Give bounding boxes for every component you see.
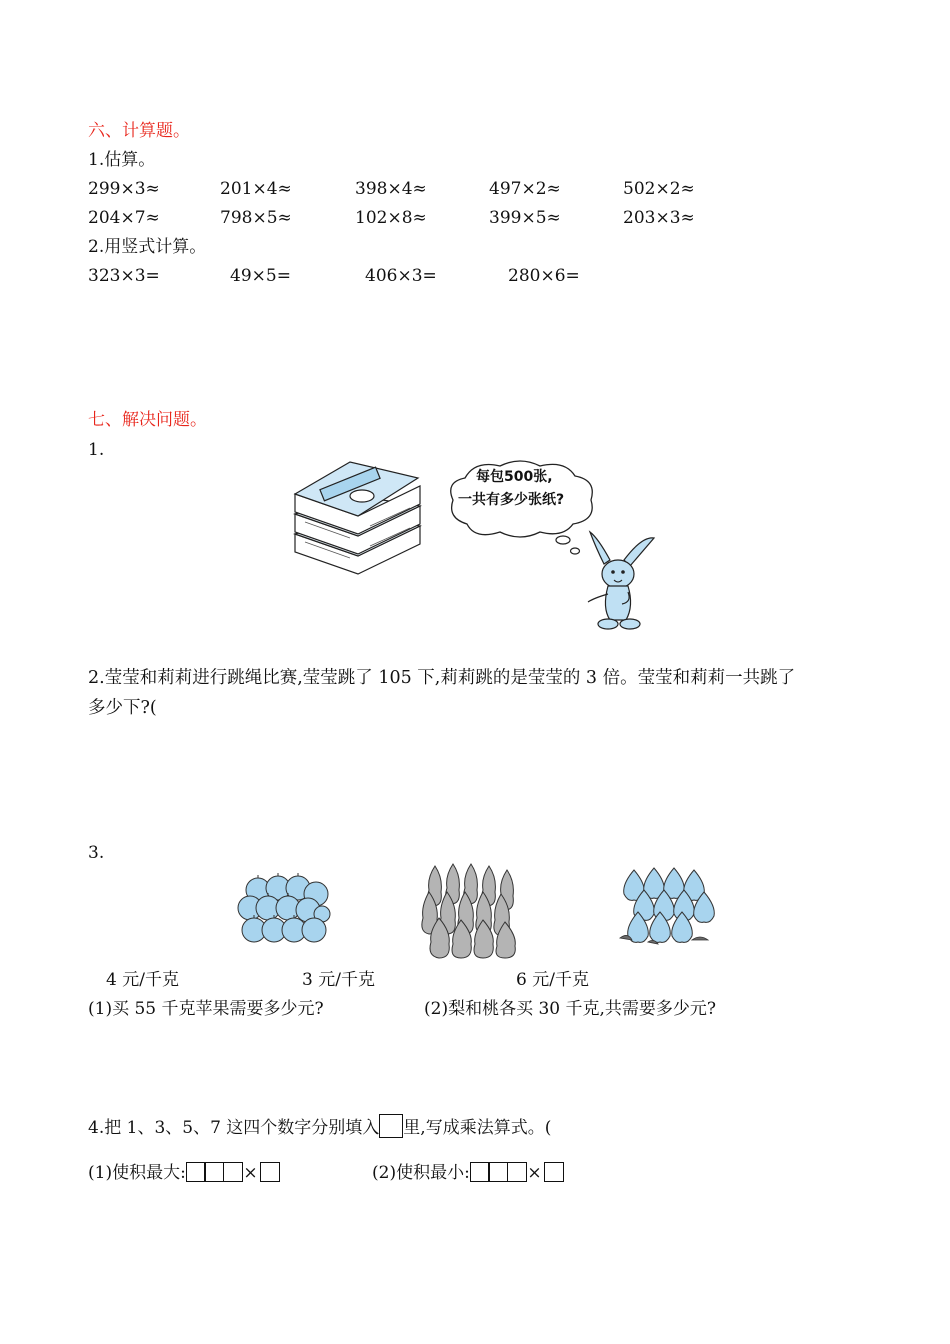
vertical-calc-item: 323×3= xyxy=(88,266,160,286)
estimate-item: 204×7≈ xyxy=(88,208,160,228)
section6-title: 六、计算题。 xyxy=(88,121,190,141)
problem4-q1 xyxy=(88,1162,280,1183)
pears-image xyxy=(417,862,527,960)
estimate-item: 203×3≈ xyxy=(623,208,695,228)
peaches-image xyxy=(618,866,718,948)
problem3-question1: (1)买 55 千克苹果需要多少元? xyxy=(88,999,324,1019)
digit-box[interactable] xyxy=(260,1162,280,1182)
min-product-boxes xyxy=(470,1162,526,1182)
estimate-item: 798×5≈ xyxy=(220,208,292,228)
problem4-text-a: 4.把 1、3、5、7 这四个数字分别填入 xyxy=(88,1118,380,1138)
digit-box[interactable] xyxy=(223,1162,243,1182)
estimate-item: 299×3≈ xyxy=(88,179,160,199)
paper-packages-image xyxy=(290,456,425,584)
digit-box[interactable] xyxy=(204,1162,224,1182)
bubble-line-1: 每包500张, xyxy=(476,469,553,485)
vertical-calc-item: 406×3= xyxy=(365,266,437,286)
apples-image xyxy=(236,872,331,947)
peach-price: 6 元/千克 xyxy=(516,970,589,990)
max-product-boxes xyxy=(186,1162,242,1182)
problem4-text-b: 里,写成乘法算式。( xyxy=(403,1118,552,1138)
rabbit-image xyxy=(580,530,660,635)
pear-price: 3 元/千克 xyxy=(302,970,375,990)
problem3-question2: (2)梨和桃各买 30 千克,共需要多少元? xyxy=(424,999,717,1019)
estimate-item: 102×8≈ xyxy=(355,208,427,228)
problem1-label: 1. xyxy=(88,440,105,460)
problem4-text xyxy=(88,1114,551,1138)
vertical-calc-label: 2.用竖式计算。 xyxy=(88,237,207,257)
digit-box[interactable] xyxy=(544,1162,564,1182)
vertical-calc-item: 49×5= xyxy=(230,266,291,286)
bubble-line-2: 一共有多少张纸? xyxy=(458,492,565,508)
problem2-text-line2: 多少下?( xyxy=(88,698,157,718)
digit-box[interactable] xyxy=(470,1162,490,1182)
times-sign: × xyxy=(527,1163,542,1183)
min-product-label: (2)使积最小: xyxy=(372,1163,470,1183)
digit-box[interactable] xyxy=(507,1162,527,1182)
problem3-label: 3. xyxy=(88,843,105,863)
problem4-q2 xyxy=(372,1162,564,1183)
estimate-item: 502×2≈ xyxy=(623,179,695,199)
max-product-label: (1)使积最大: xyxy=(88,1163,186,1183)
digit-box[interactable] xyxy=(488,1162,508,1182)
vertical-calc-item: 280×6= xyxy=(508,266,580,286)
blank-box xyxy=(379,1114,403,1138)
times-sign: × xyxy=(243,1163,258,1183)
estimate-item: 497×2≈ xyxy=(489,179,561,199)
estimate-item: 398×4≈ xyxy=(355,179,427,199)
apple-price: 4 元/千克 xyxy=(106,970,179,990)
estimate-item: 201×4≈ xyxy=(220,179,292,199)
section7-title: 七、解决问题。 xyxy=(88,410,207,430)
problem2-text-line1: 2.莹莹和莉莉进行跳绳比赛,莹莹跳了 105 下,莉莉跳的是莹莹的 3 倍。莹莹和莉莉一共跳了 xyxy=(88,668,796,688)
estimate-item: 399×5≈ xyxy=(489,208,561,228)
digit-box[interactable] xyxy=(186,1162,206,1182)
estimate-question-label: 1.估算。 xyxy=(88,150,156,170)
